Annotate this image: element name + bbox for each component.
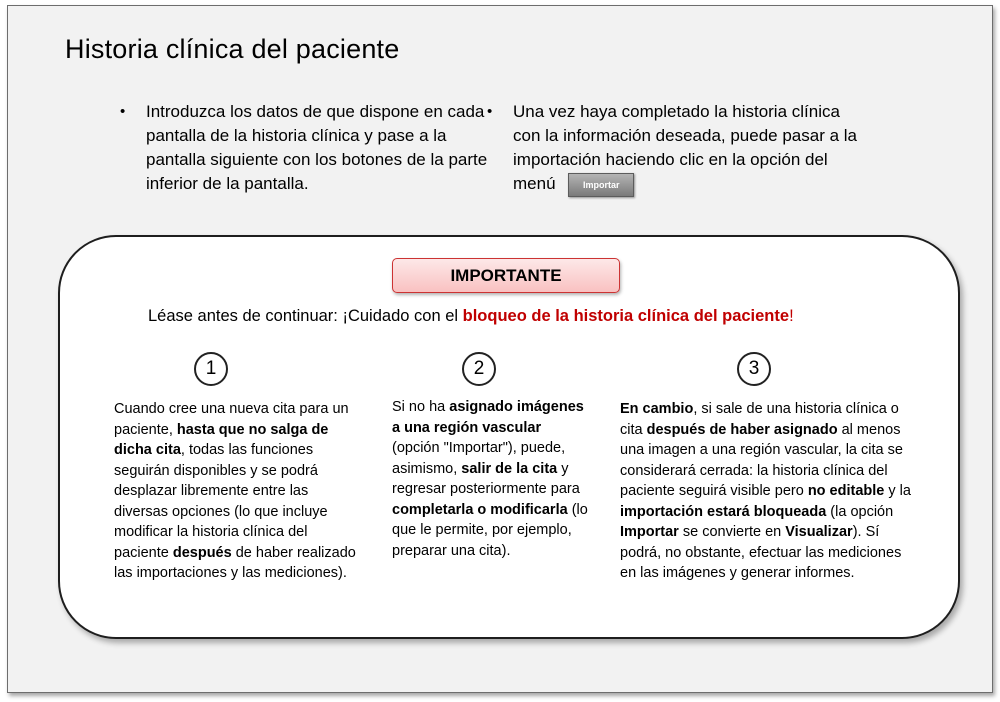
step-text-1 [114,399,366,584]
step-number-3: 3 [737,352,771,386]
step-emphasis: Visualizar [785,524,853,540]
warning-suffix: ! [789,307,794,325]
step-text-segment: (opción "Importar"), puede, asimismo, [392,440,566,477]
instruction-text-2-wrap [513,100,862,197]
step-text-segment: (lo que le permite, por ejemplo, preparar una cita). [392,501,588,559]
step-emphasis: completarla o modificarla [392,501,568,518]
step-emphasis: Importar [620,524,679,540]
warning-text [148,307,794,326]
step-emphasis: En cambio [620,401,694,417]
step-text-segment: de haber realizado las importaciones y las mediciones). [114,544,356,581]
important-badge: IMPORTANTE [392,258,620,293]
warning-prefix: Léase antes de continuar: ¡Cuidado con el [148,307,463,325]
instruction-bullet-1 [120,100,492,196]
step-text-segment: ). Sí podrá, no obstante, efectuar las mediciones en las imágenes y generar informes. [620,524,902,581]
step-text-3 [620,399,920,584]
step-emphasis: no editable [807,483,885,499]
instruction-bullet-2 [487,100,862,197]
bullet-dot-icon: • [487,103,493,120]
step-text-segment: , todas las funciones seguirán disponibles y se podrá desplazar libremente entre las diversas opciones (lo que incluye modificar la historia clínica del paciente [114,442,328,561]
step-emphasis: después [172,544,232,561]
step-emphasis: hasta que no salga de dicha cita [114,421,329,458]
page-title: Historia clínica del paciente [65,34,400,64]
step-text-segment: , si sale de una historia clínica o cita [620,401,899,438]
step-emphasis: importación estará bloqueada [620,503,827,520]
step-text-2 [392,397,592,561]
step-text-segment: se convierte en [678,524,786,540]
step-number-2: 2 [462,352,496,386]
warning-highlight: bloqueo de la historia clínica del paciente [462,307,790,325]
step-emphasis: asignado imágenes a una región vascular [392,399,584,436]
step-text-segment: al menos una imagen a una región vascular, la cita se considerará cerrada: la historia clínica del paciente seguirá visible pero [620,421,903,499]
instruction-text-1: Introduzca los datos de que dispone en cada pantalla de la historia clínica y pase a la pantalla siguiente con los botones de la parte inferior de la pantalla. [146,102,488,193]
step-text-segment: y regresar posteriormente para [392,460,580,497]
step-emphasis: salir de la cita [461,460,558,477]
bullet-dot-icon: • [120,103,126,120]
step-text-segment: Cuando cree una nueva cita para un paciente, [114,401,349,438]
step-number-1: 1 [194,352,228,386]
importar-menu-button[interactable]: Importar [568,173,634,197]
instruction-text-2: Una vez haya completado la historia clínica con la información deseada, puede pasar a la importación haciendo clic en la opción del menú [513,102,858,193]
step-emphasis: después de haber asignado [646,421,838,438]
step-text-segment: (la opción [826,503,894,520]
step-text-segment: y la [884,483,911,499]
step-text-segment: Si no ha [392,399,450,415]
